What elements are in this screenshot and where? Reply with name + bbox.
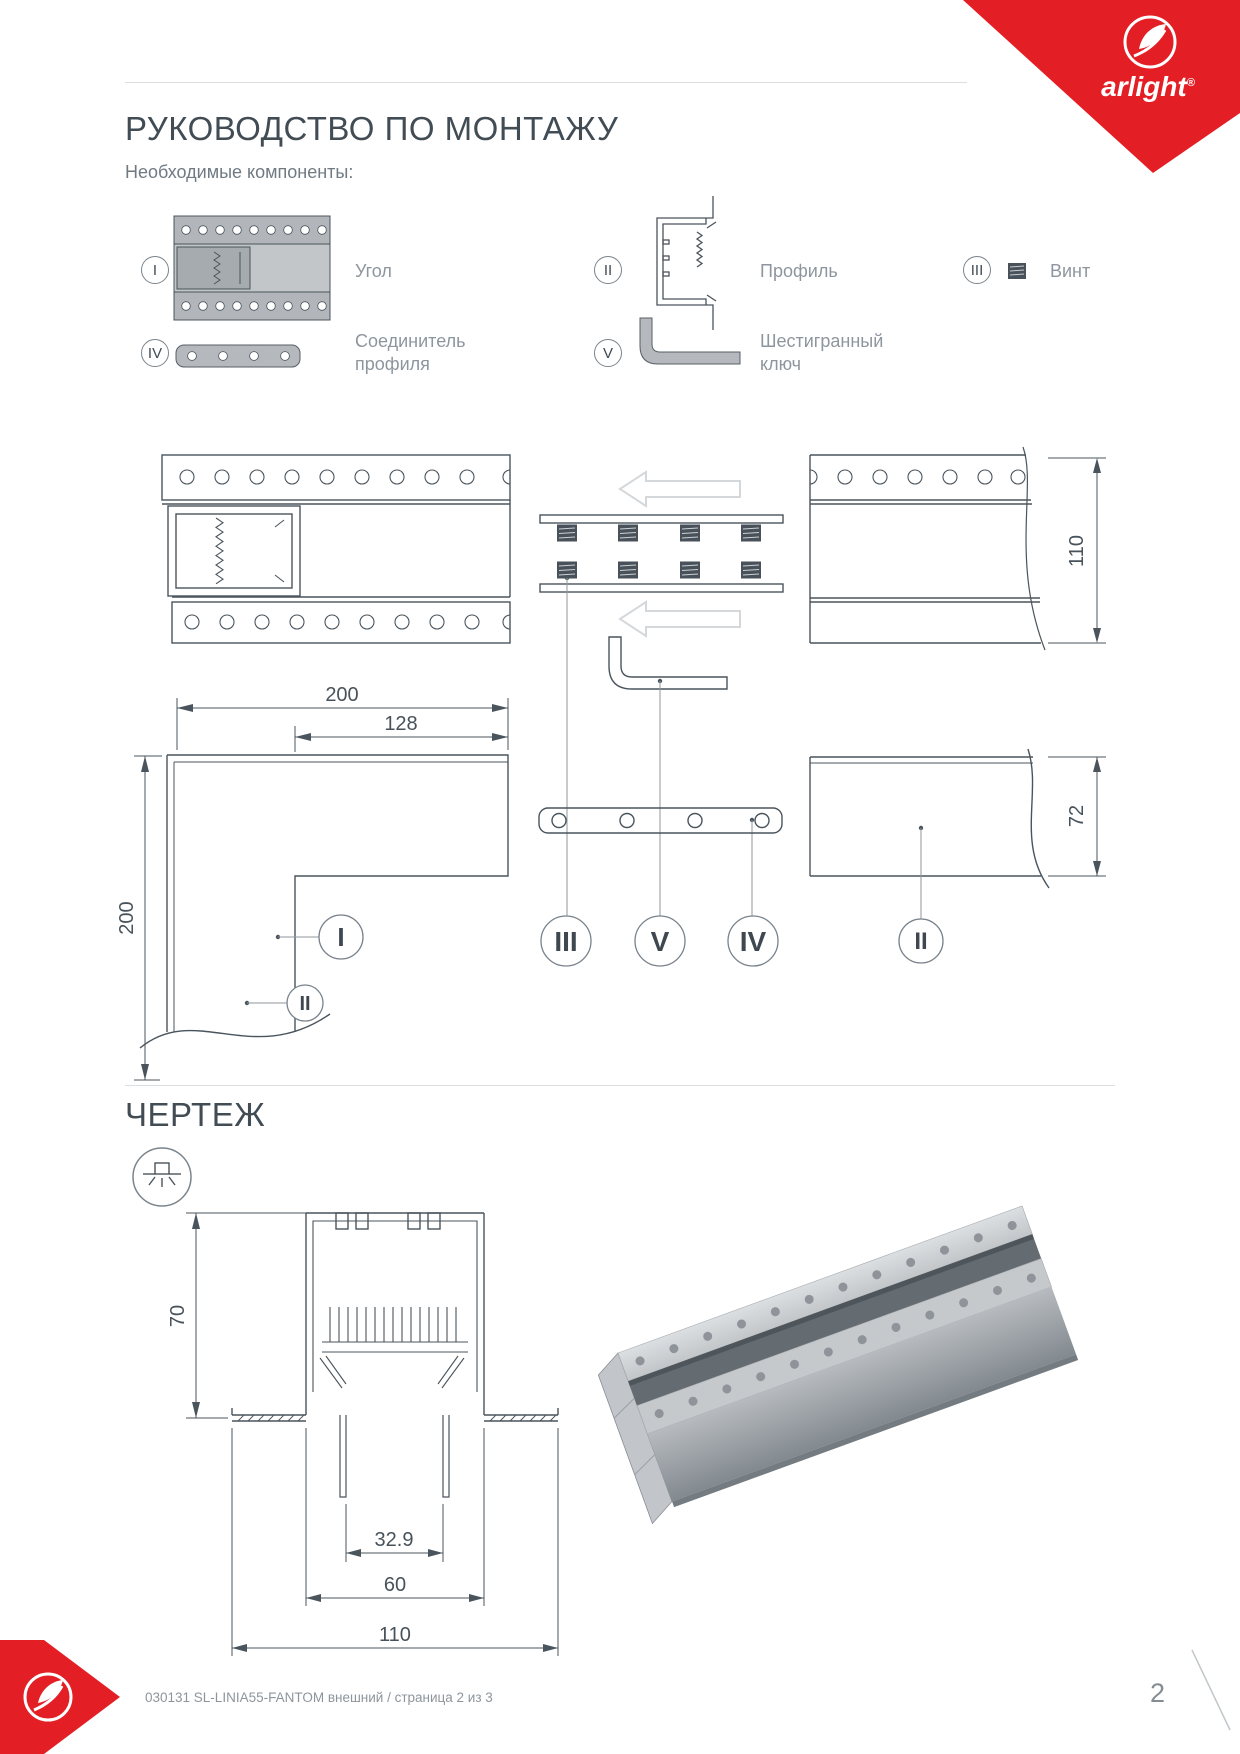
svg-text:60: 60	[383, 1574, 407, 1596]
numeral-text: V	[602, 344, 613, 362]
profile-side-view	[810, 447, 1045, 650]
svg-text:128: 128	[384, 713, 418, 735]
dim-section-width	[306, 1428, 484, 1606]
connector-part-image	[176, 345, 300, 367]
slide-arrow-bottom-icon	[620, 602, 740, 636]
callout-corner	[276, 915, 363, 959]
svg-text:V: V	[650, 926, 670, 957]
legend-graphics	[0, 190, 1240, 400]
numeral-text: II	[603, 261, 613, 279]
profile-top-view	[810, 749, 1049, 888]
svg-text:IV: IV	[739, 926, 767, 957]
svg-text:200: 200	[325, 684, 359, 706]
dim-profile-depth	[1048, 757, 1106, 876]
dim-inner-128	[295, 713, 508, 752]
callout-profile-right	[899, 826, 943, 963]
numeral-text: III	[970, 261, 984, 279]
label-profile: Профиль	[760, 261, 838, 281]
page-number: 2	[1150, 1678, 1166, 1708]
assembly-diagram	[0, 440, 1240, 1085]
drawing-heading: ЧЕРТЕЖ	[125, 1096, 266, 1133]
profile-part-image	[657, 196, 716, 330]
corner-banner	[950, 0, 1240, 180]
slide-arrow-top-icon	[620, 472, 740, 506]
svg-text:110: 110	[1066, 535, 1088, 567]
profile-section-outline	[232, 1213, 558, 1497]
numeral-text: I	[152, 261, 158, 279]
callout-connector	[728, 916, 778, 966]
label-connector: Соединитель профиля	[355, 331, 466, 374]
footer-logo	[0, 1640, 125, 1754]
svg-text:I: I	[337, 922, 345, 952]
components-subtitle: Необходимые компоненты:	[125, 162, 354, 182]
callout-screw	[541, 916, 591, 966]
svg-text:32.9: 32.9	[374, 1529, 414, 1551]
corner-top-view	[140, 755, 508, 1048]
svg-text:110: 110	[379, 1624, 411, 1646]
svg-text:II: II	[914, 928, 928, 955]
cross-section-drawing	[0, 1130, 620, 1670]
screw-icon	[1008, 263, 1026, 279]
label-hex-key: Шестигранный ключ	[760, 331, 884, 374]
footer-doc-info: 030131 SL-LINIA55-FANTOM внешний / страница 2 из 3	[145, 1690, 493, 1705]
page-number-slash	[1180, 1645, 1240, 1740]
corner-part-image	[174, 216, 330, 320]
corner-side-view	[162, 455, 510, 643]
numeral-text: IV	[147, 344, 163, 362]
dim-width-200	[177, 684, 508, 750]
hex-key-drawing	[609, 637, 727, 689]
page-title: РУКОВОДСТВО ПО МОНТАЖУ	[125, 110, 619, 147]
label-corner: Угол	[355, 261, 392, 281]
dim-height-200	[116, 756, 162, 1080]
label-screw: Винт	[1050, 261, 1091, 281]
dim-section-opening	[346, 1504, 443, 1562]
svg-text:72: 72	[1066, 804, 1088, 828]
callout-key	[635, 916, 685, 966]
callout-profile-bottom	[245, 985, 323, 1021]
svg-text:200: 200	[116, 901, 138, 935]
joint-bar-top	[540, 515, 783, 523]
product-photo	[600, 1185, 1040, 1525]
mid-separator	[125, 1085, 1115, 1086]
joint-bar-bottom	[540, 584, 783, 592]
dim-profile-height	[1048, 458, 1106, 643]
svg-text:II: II	[299, 993, 311, 1015]
hex-key-image	[640, 318, 740, 364]
arlight-wordmark: arlight®	[1101, 71, 1195, 102]
svg-text:70: 70	[167, 1304, 189, 1328]
top-separator	[125, 82, 967, 83]
svg-text:III: III	[554, 926, 578, 957]
dim-section-height	[167, 1213, 306, 1418]
